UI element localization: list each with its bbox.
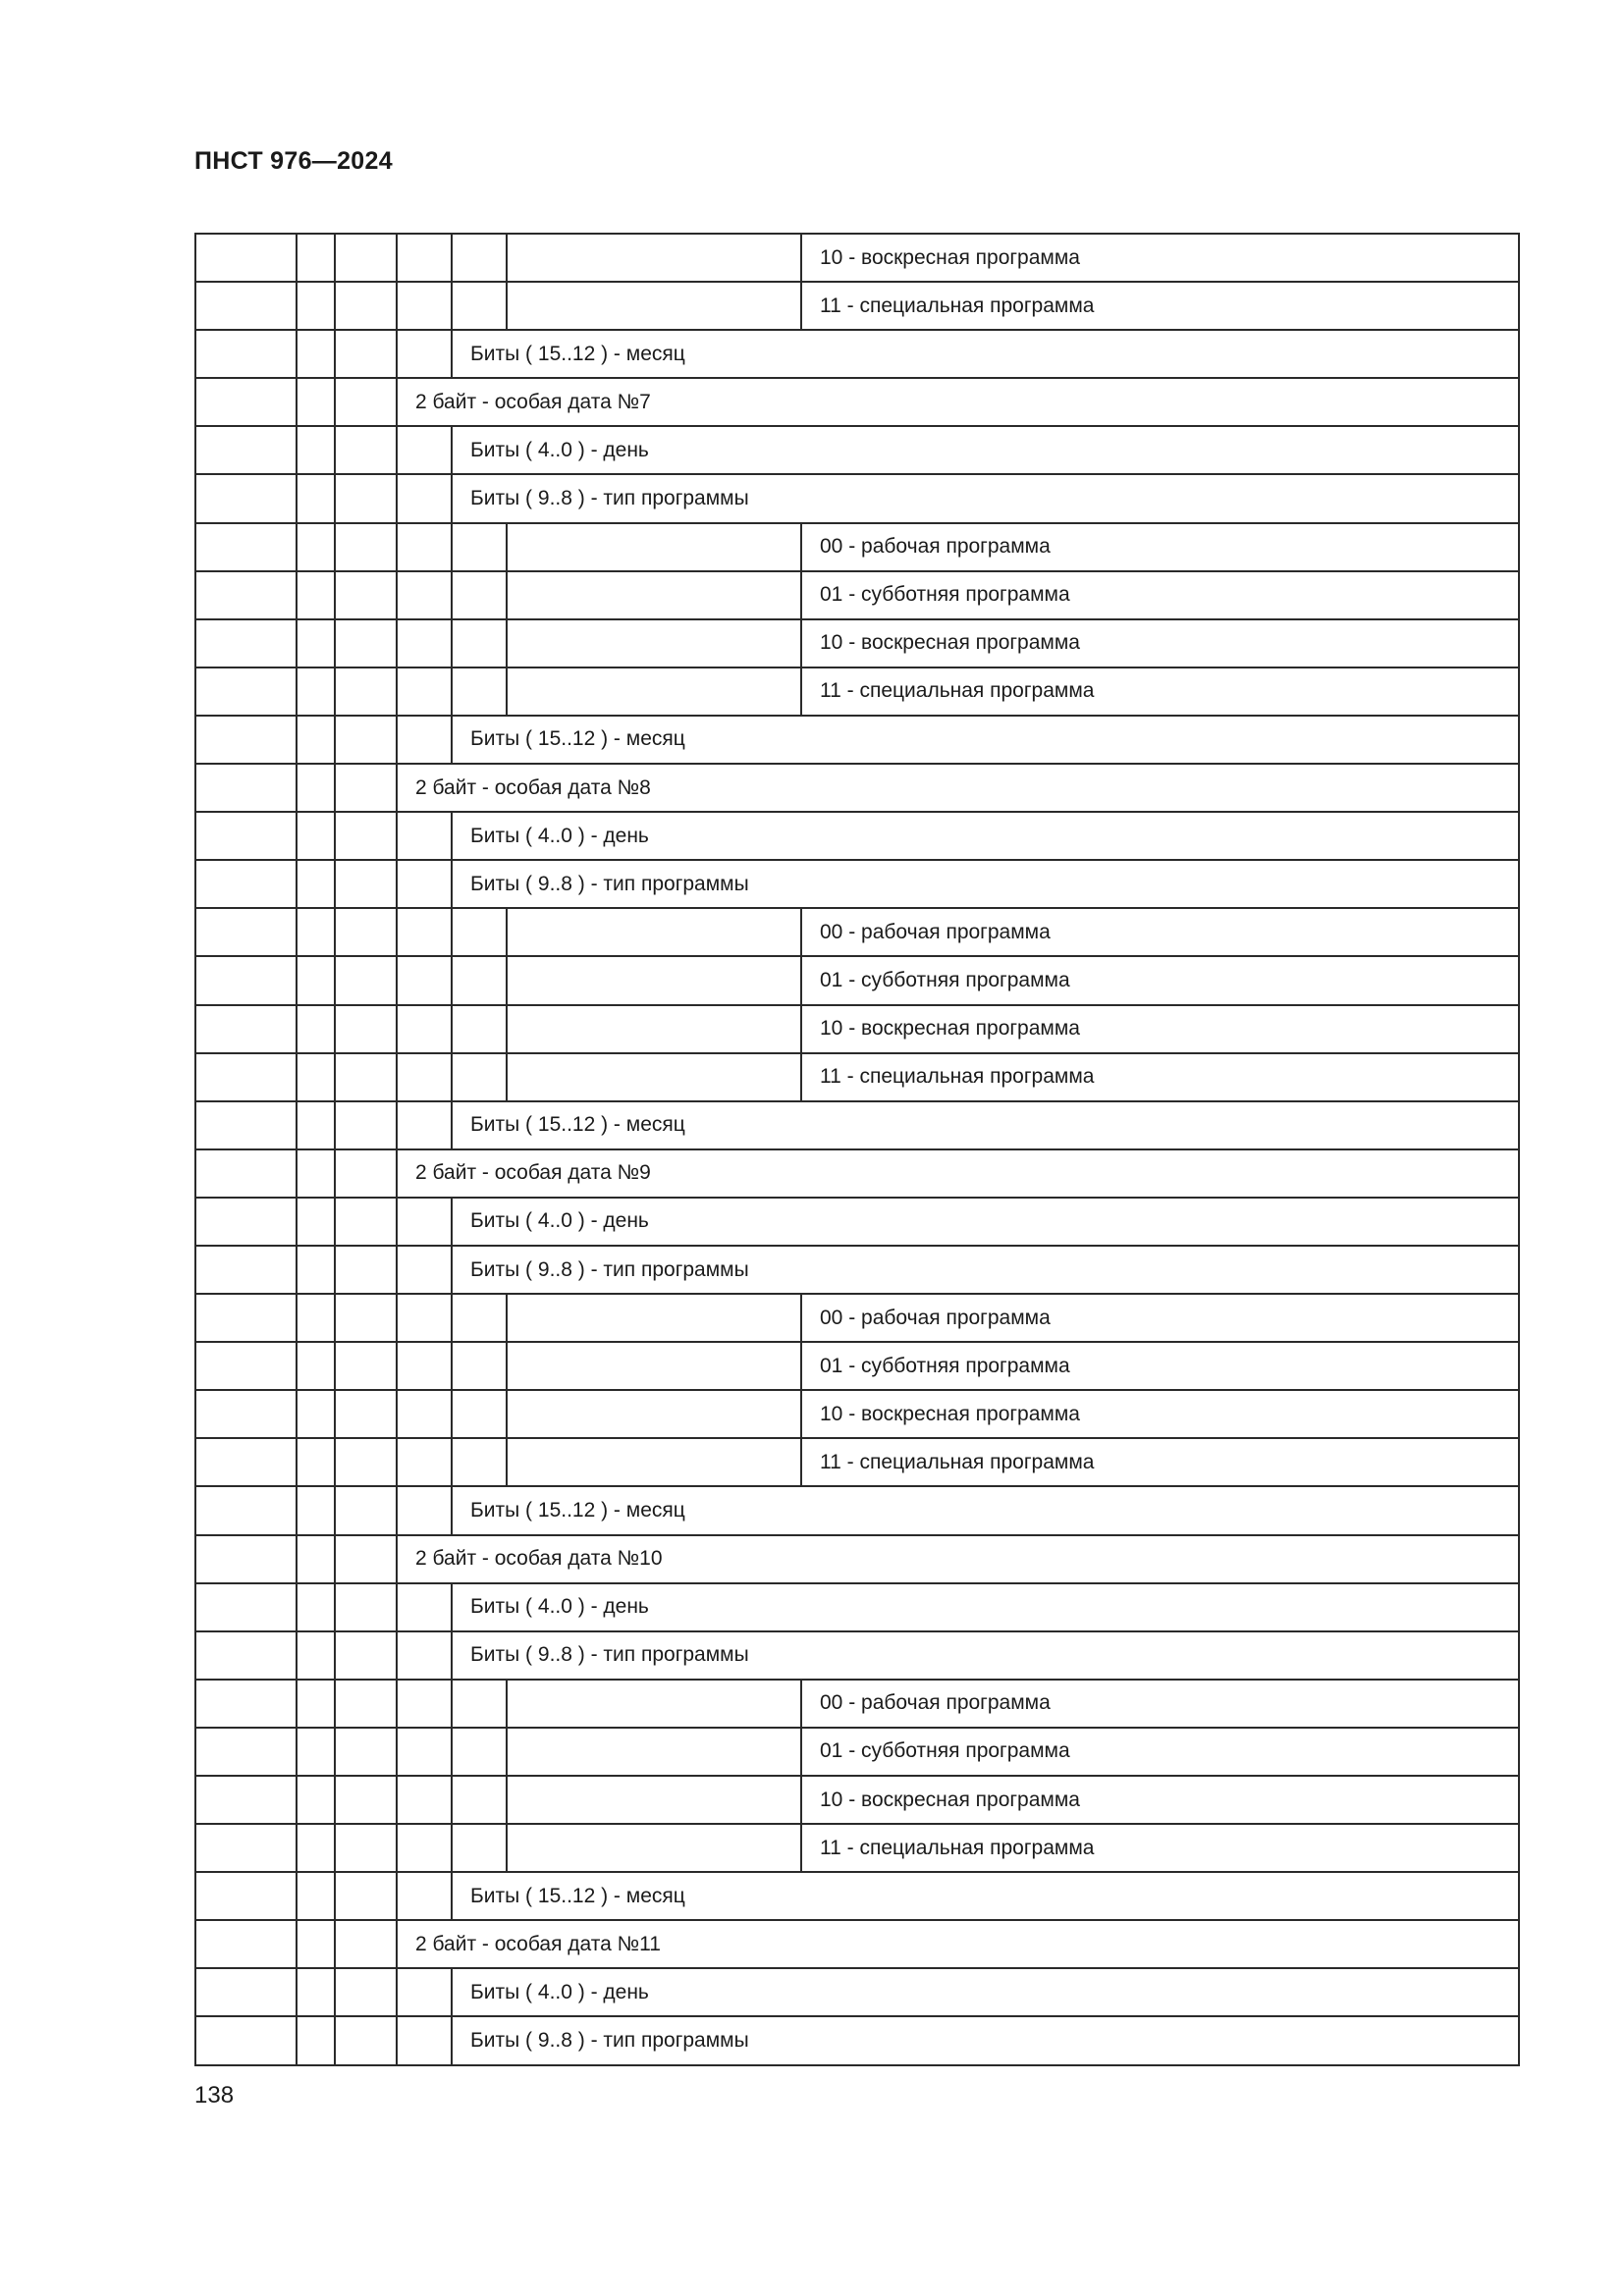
empty-cell bbox=[195, 1342, 297, 1390]
empty-cell bbox=[195, 1198, 297, 1246]
empty-cell bbox=[507, 1776, 801, 1824]
empty-cell bbox=[397, 474, 452, 522]
empty-cell bbox=[195, 234, 297, 282]
row-text-cell: 2 байт - особая дата №7 bbox=[397, 378, 1519, 426]
table-row bbox=[195, 1053, 1519, 1101]
empty-cell bbox=[195, 426, 297, 474]
empty-cell bbox=[452, 1776, 507, 1824]
empty-cell bbox=[452, 1390, 507, 1438]
row-text-cell: Биты ( 9..8 ) - тип программы bbox=[452, 1246, 1519, 1294]
table-row bbox=[195, 1824, 1519, 1872]
empty-cell bbox=[297, 523, 335, 571]
empty-cell bbox=[397, 667, 452, 716]
empty-cell bbox=[397, 1198, 452, 1246]
row-text-cell: Биты ( 4..0 ) - день bbox=[452, 1583, 1519, 1631]
table-row bbox=[195, 378, 1519, 426]
table-row bbox=[195, 2016, 1519, 2064]
empty-cell bbox=[335, 1728, 397, 1776]
row-text-cell: 01 - субботняя программа bbox=[801, 1342, 1519, 1390]
table-row bbox=[195, 426, 1519, 474]
empty-cell bbox=[335, 1776, 397, 1824]
empty-cell bbox=[195, 1631, 297, 1680]
table-row bbox=[195, 1631, 1519, 1680]
empty-cell bbox=[507, 1728, 801, 1776]
empty-cell bbox=[452, 523, 507, 571]
empty-cell bbox=[335, 282, 397, 330]
table-row bbox=[195, 860, 1519, 908]
empty-cell bbox=[195, 1535, 297, 1583]
empty-cell bbox=[195, 1149, 297, 1198]
empty-cell bbox=[507, 1824, 801, 1872]
empty-cell bbox=[297, 282, 335, 330]
empty-cell bbox=[297, 1198, 335, 1246]
empty-cell bbox=[297, 908, 335, 956]
empty-cell bbox=[195, 860, 297, 908]
row-text-cell: 10 - воскресная программа bbox=[801, 1005, 1519, 1053]
empty-cell bbox=[297, 1920, 335, 1968]
empty-cell bbox=[195, 1294, 297, 1342]
empty-cell bbox=[335, 378, 397, 426]
empty-cell bbox=[452, 908, 507, 956]
table-row bbox=[195, 282, 1519, 330]
table-row bbox=[195, 716, 1519, 764]
row-text-cell: Биты ( 4..0 ) - день bbox=[452, 812, 1519, 860]
empty-cell bbox=[195, 571, 297, 619]
row-text-cell: 01 - субботняя программа bbox=[801, 571, 1519, 619]
table-row bbox=[195, 1438, 1519, 1486]
empty-cell bbox=[397, 330, 452, 378]
row-text-cell: Биты ( 9..8 ) - тип программы bbox=[452, 1631, 1519, 1680]
empty-cell bbox=[507, 908, 801, 956]
empty-cell bbox=[452, 571, 507, 619]
empty-cell bbox=[297, 1872, 335, 1920]
empty-cell bbox=[335, 1968, 397, 2016]
empty-cell bbox=[397, 1342, 452, 1390]
row-text-cell: 2 байт - особая дата №8 bbox=[397, 764, 1519, 812]
empty-cell bbox=[297, 1438, 335, 1486]
empty-cell bbox=[335, 1920, 397, 1968]
empty-cell bbox=[335, 2016, 397, 2064]
table-row bbox=[195, 764, 1519, 812]
empty-cell bbox=[297, 1246, 335, 1294]
empty-cell bbox=[507, 667, 801, 716]
table-row bbox=[195, 908, 1519, 956]
row-text-cell: Биты ( 15..12 ) - месяц bbox=[452, 716, 1519, 764]
table-row bbox=[195, 1968, 1519, 2016]
bit-field-table bbox=[194, 233, 1520, 2066]
empty-cell bbox=[452, 1342, 507, 1390]
empty-cell bbox=[195, 764, 297, 812]
empty-cell bbox=[452, 282, 507, 330]
empty-cell bbox=[297, 330, 335, 378]
table-row bbox=[195, 956, 1519, 1004]
empty-cell bbox=[195, 1101, 297, 1149]
empty-cell bbox=[195, 1390, 297, 1438]
empty-cell bbox=[397, 956, 452, 1004]
empty-cell bbox=[397, 426, 452, 474]
table-row bbox=[195, 474, 1519, 522]
empty-cell bbox=[397, 571, 452, 619]
page-number: 138 bbox=[194, 2082, 235, 2109]
row-text-cell: 01 - субботняя программа bbox=[801, 956, 1519, 1004]
empty-cell bbox=[297, 1294, 335, 1342]
empty-cell bbox=[507, 1294, 801, 1342]
empty-cell bbox=[195, 1680, 297, 1728]
empty-cell bbox=[195, 1246, 297, 1294]
empty-cell bbox=[335, 426, 397, 474]
empty-cell bbox=[195, 1486, 297, 1534]
empty-cell bbox=[195, 1005, 297, 1053]
row-text-cell: 00 - рабочая программа bbox=[801, 1680, 1519, 1728]
row-text-cell: Биты ( 9..8 ) - тип программы bbox=[452, 2016, 1519, 2064]
empty-cell bbox=[452, 667, 507, 716]
empty-cell bbox=[335, 764, 397, 812]
empty-cell bbox=[397, 234, 452, 282]
empty-cell bbox=[507, 1005, 801, 1053]
empty-cell bbox=[335, 1631, 397, 1680]
row-text-cell: 2 байт - особая дата №11 bbox=[397, 1920, 1519, 1968]
empty-cell bbox=[297, 426, 335, 474]
document-header: ПНСТ 976—2024 bbox=[194, 147, 393, 175]
table-body bbox=[195, 234, 1519, 2065]
empty-cell bbox=[297, 716, 335, 764]
empty-cell bbox=[195, 474, 297, 522]
table-row bbox=[195, 1198, 1519, 1246]
row-text-cell: 00 - рабочая программа bbox=[801, 908, 1519, 956]
table-row bbox=[195, 571, 1519, 619]
row-text-cell: 10 - воскресная программа bbox=[801, 1776, 1519, 1824]
row-text-cell: 10 - воскресная программа bbox=[801, 234, 1519, 282]
empty-cell bbox=[335, 667, 397, 716]
empty-cell bbox=[507, 1438, 801, 1486]
empty-cell bbox=[297, 571, 335, 619]
empty-cell bbox=[397, 523, 452, 571]
row-text-cell: Биты ( 15..12 ) - месяц bbox=[452, 1486, 1519, 1534]
row-text-cell: 2 байт - особая дата №9 bbox=[397, 1149, 1519, 1198]
table-row bbox=[195, 1583, 1519, 1631]
table-row bbox=[195, 812, 1519, 860]
row-text-cell: Биты ( 15..12 ) - месяц bbox=[452, 1101, 1519, 1149]
empty-cell bbox=[335, 1438, 397, 1486]
empty-cell bbox=[335, 1390, 397, 1438]
empty-cell bbox=[195, 956, 297, 1004]
empty-cell bbox=[195, 378, 297, 426]
empty-cell bbox=[195, 908, 297, 956]
table-row bbox=[195, 1872, 1519, 1920]
empty-cell bbox=[397, 1968, 452, 2016]
table-row bbox=[195, 1342, 1519, 1390]
empty-cell bbox=[335, 1101, 397, 1149]
empty-cell bbox=[397, 716, 452, 764]
row-text-cell: Биты ( 4..0 ) - день bbox=[452, 1198, 1519, 1246]
empty-cell bbox=[195, 1920, 297, 1968]
empty-cell bbox=[195, 1438, 297, 1486]
empty-cell bbox=[507, 523, 801, 571]
empty-cell bbox=[195, 1583, 297, 1631]
row-text-cell: Биты ( 9..8 ) - тип программы bbox=[452, 474, 1519, 522]
empty-cell bbox=[297, 1342, 335, 1390]
table-row bbox=[195, 1920, 1519, 1968]
table-row bbox=[195, 1246, 1519, 1294]
empty-cell bbox=[452, 956, 507, 1004]
empty-cell bbox=[507, 1680, 801, 1728]
row-text-cell: 11 - специальная программа bbox=[801, 1438, 1519, 1486]
empty-cell bbox=[507, 1342, 801, 1390]
empty-cell bbox=[507, 234, 801, 282]
empty-cell bbox=[397, 908, 452, 956]
empty-cell bbox=[507, 1390, 801, 1438]
empty-cell bbox=[397, 812, 452, 860]
row-text-cell: 01 - субботняя программа bbox=[801, 1728, 1519, 1776]
empty-cell bbox=[297, 956, 335, 1004]
empty-cell bbox=[335, 1294, 397, 1342]
empty-cell bbox=[452, 619, 507, 667]
table-row bbox=[195, 523, 1519, 571]
empty-cell bbox=[335, 571, 397, 619]
row-text-cell: 11 - специальная программа bbox=[801, 282, 1519, 330]
empty-cell bbox=[452, 1728, 507, 1776]
empty-cell bbox=[452, 234, 507, 282]
empty-cell bbox=[397, 1486, 452, 1534]
empty-cell bbox=[397, 1438, 452, 1486]
empty-cell bbox=[452, 1824, 507, 1872]
empty-cell bbox=[195, 1824, 297, 1872]
empty-cell bbox=[397, 1824, 452, 1872]
empty-cell bbox=[335, 1149, 397, 1198]
empty-cell bbox=[397, 2016, 452, 2064]
empty-cell bbox=[297, 474, 335, 522]
row-text-cell: Биты ( 15..12 ) - месяц bbox=[452, 330, 1519, 378]
empty-cell bbox=[507, 956, 801, 1004]
empty-cell bbox=[335, 234, 397, 282]
empty-cell bbox=[335, 956, 397, 1004]
empty-cell bbox=[195, 1776, 297, 1824]
empty-cell bbox=[335, 330, 397, 378]
empty-cell bbox=[297, 378, 335, 426]
table-row bbox=[195, 234, 1519, 282]
row-text-cell: 00 - рабочая программа bbox=[801, 1294, 1519, 1342]
empty-cell bbox=[297, 1053, 335, 1101]
empty-cell bbox=[297, 1824, 335, 1872]
row-text-cell: Биты ( 4..0 ) - день bbox=[452, 1968, 1519, 2016]
empty-cell bbox=[335, 1824, 397, 1872]
table-row bbox=[195, 1486, 1519, 1534]
empty-cell bbox=[195, 282, 297, 330]
empty-cell bbox=[335, 1053, 397, 1101]
table-row bbox=[195, 1294, 1519, 1342]
empty-cell bbox=[195, 1968, 297, 2016]
empty-cell bbox=[397, 1631, 452, 1680]
empty-cell bbox=[195, 1053, 297, 1101]
empty-cell bbox=[397, 1776, 452, 1824]
empty-cell bbox=[335, 1486, 397, 1534]
empty-cell bbox=[297, 619, 335, 667]
row-text-cell: 2 байт - особая дата №10 bbox=[397, 1535, 1519, 1583]
empty-cell bbox=[397, 1294, 452, 1342]
empty-cell bbox=[335, 1342, 397, 1390]
empty-cell bbox=[297, 1005, 335, 1053]
table-row bbox=[195, 1776, 1519, 1824]
empty-cell bbox=[335, 1198, 397, 1246]
empty-cell bbox=[335, 1680, 397, 1728]
table-row bbox=[195, 667, 1519, 716]
empty-cell bbox=[297, 1728, 335, 1776]
empty-cell bbox=[297, 234, 335, 282]
empty-cell bbox=[297, 1631, 335, 1680]
row-text-cell: 10 - воскресная программа bbox=[801, 1390, 1519, 1438]
table-row bbox=[195, 1005, 1519, 1053]
empty-cell bbox=[507, 1053, 801, 1101]
empty-cell bbox=[297, 1101, 335, 1149]
empty-cell bbox=[195, 2016, 297, 2064]
table-row bbox=[195, 330, 1519, 378]
empty-cell bbox=[397, 1053, 452, 1101]
empty-cell bbox=[452, 1053, 507, 1101]
empty-cell bbox=[297, 1390, 335, 1438]
empty-cell bbox=[452, 1680, 507, 1728]
empty-cell bbox=[397, 1680, 452, 1728]
empty-cell bbox=[297, 860, 335, 908]
empty-cell bbox=[335, 523, 397, 571]
empty-cell bbox=[297, 667, 335, 716]
empty-cell bbox=[195, 812, 297, 860]
empty-cell bbox=[397, 1583, 452, 1631]
empty-cell bbox=[195, 523, 297, 571]
empty-cell bbox=[397, 1005, 452, 1053]
empty-cell bbox=[297, 1680, 335, 1728]
empty-cell bbox=[452, 1294, 507, 1342]
empty-cell bbox=[335, 1535, 397, 1583]
empty-cell bbox=[195, 330, 297, 378]
empty-cell bbox=[397, 1390, 452, 1438]
row-text-cell: Биты ( 9..8 ) - тип программы bbox=[452, 860, 1519, 908]
row-text-cell: 00 - рабочая программа bbox=[801, 523, 1519, 571]
empty-cell bbox=[335, 716, 397, 764]
empty-cell bbox=[452, 1005, 507, 1053]
table-row bbox=[195, 619, 1519, 667]
empty-cell bbox=[397, 860, 452, 908]
empty-cell bbox=[297, 1149, 335, 1198]
empty-cell bbox=[397, 619, 452, 667]
empty-cell bbox=[297, 1535, 335, 1583]
empty-cell bbox=[397, 1872, 452, 1920]
empty-cell bbox=[297, 1583, 335, 1631]
empty-cell bbox=[335, 812, 397, 860]
table-row bbox=[195, 1535, 1519, 1583]
empty-cell bbox=[507, 282, 801, 330]
empty-cell bbox=[397, 282, 452, 330]
empty-cell bbox=[335, 619, 397, 667]
empty-cell bbox=[397, 1101, 452, 1149]
table-row bbox=[195, 1728, 1519, 1776]
table-row bbox=[195, 1101, 1519, 1149]
empty-cell bbox=[335, 860, 397, 908]
empty-cell bbox=[297, 2016, 335, 2064]
empty-cell bbox=[507, 619, 801, 667]
empty-cell bbox=[195, 1872, 297, 1920]
empty-cell bbox=[335, 474, 397, 522]
empty-cell bbox=[297, 1486, 335, 1534]
empty-cell bbox=[195, 667, 297, 716]
row-text-cell: 11 - специальная программа bbox=[801, 1824, 1519, 1872]
empty-cell bbox=[507, 571, 801, 619]
empty-cell bbox=[452, 1438, 507, 1486]
empty-cell bbox=[335, 1246, 397, 1294]
table-row bbox=[195, 1680, 1519, 1728]
empty-cell bbox=[195, 716, 297, 764]
empty-cell bbox=[195, 619, 297, 667]
empty-cell bbox=[335, 908, 397, 956]
row-text-cell: 11 - специальная программа bbox=[801, 667, 1519, 716]
empty-cell bbox=[195, 1728, 297, 1776]
table-row bbox=[195, 1390, 1519, 1438]
empty-cell bbox=[297, 812, 335, 860]
row-text-cell: Биты ( 4..0 ) - день bbox=[452, 426, 1519, 474]
row-text-cell: Биты ( 15..12 ) - месяц bbox=[452, 1872, 1519, 1920]
row-text-cell: 11 - специальная программа bbox=[801, 1053, 1519, 1101]
empty-cell bbox=[335, 1872, 397, 1920]
empty-cell bbox=[297, 1968, 335, 2016]
table-row bbox=[195, 1149, 1519, 1198]
empty-cell bbox=[297, 1776, 335, 1824]
empty-cell bbox=[335, 1583, 397, 1631]
empty-cell bbox=[297, 764, 335, 812]
empty-cell bbox=[397, 1728, 452, 1776]
empty-cell bbox=[335, 1005, 397, 1053]
row-text-cell: 10 - воскресная программа bbox=[801, 619, 1519, 667]
empty-cell bbox=[397, 1246, 452, 1294]
